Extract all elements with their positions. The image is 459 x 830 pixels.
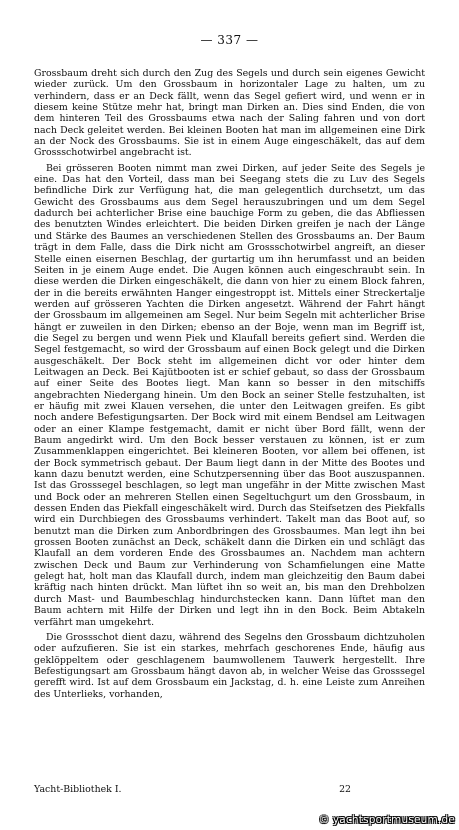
paragraph-1: Grossbaum dreht sich durch den Zug des Segels und durch sein eigenes Gewicht wieder zurück. Um den Grossbaum in horizontaler Lage zu halten, um zu verhindern, dass er an Deck fällt, wenn das Segel gefiert wird, und wenn er in diesem keine Stütze mehr hat, bringt man Dirken an. Dies sind Enden, die von dem hinteren Teil des Grossbaums etwa nach der Saling fahren und von dort nach Deck geleitet werden. Bei kleinen Booten hat man im allgemeinen eine Dirk an der Nock des Grossbaums. Sie ist in einem Auge eingeschäkelt, das auf dem Grossschotwirbel angebracht ist. (34, 68, 425, 159)
paragraph-2: Bei grösseren Booten nimmt man zwei Dirken, auf jeder Seite des Segels je eine. Das hat den Vorteil, dass man bei Seegang stets die zu Luv des Segels befindliche Dirk zur Verfügung hat, die man gelegentlich durchsetzt, um das Gewicht des Grossbaums aus dem Segel herauszubringen und um dem Segel dadurch bei achterlicher Brise eine bauchige Form zu geben, die das Abfliessen des benutzten Windes erleichtert. Die beiden Dirken greifen je nach der Länge und Stärke des Baumes an verschiedenen Stellen des Grossbaums an. Der Baum trägt in dem Falle, dass die Dirk nicht am Grossschotwirbel angreift, an dieser Stelle einen eisernen Beschlag, der gurtartig um ihn herumfasst und an beiden Seiten in je einem Auge endet. Die Augen können auch eingeschraubt sein. In diese werden die Dirken eingeschäkelt, die dann von hier zu einem Block fahren, der in die bereits erwähnten Hanger eingestroppt ist. Mittels einer Streckertalje werden auf grösseren Yachten die Dirken angesetzt. Während der Fahrt hängt der Grossbaum im allgemeinen am Segel. Nur beim Segeln mit achterlicher Brise hängt er zuweilen in den Dirken; ebenso an der Boje, wenn man im Begriff ist, die Segel zu bergen und wenn Piek und Klaufall bereits gefiert sind. Werden die Segel festgemacht, so wird der Grossbaum auf einen Bock gelegt und die Dirken ausgeschäkelt. Der Bock steht im allgemeinen dicht vor oder hinter dem Leitwagen an Deck. Bei Kajütbooten ist er schief gebaut, so dass der Grossbaum auf einer Seite des Bootes liegt. Man kann so besser in den mitschiffs angebrachten Niedergang hinein. Um den Bock an seiner Stelle festzuhalten, ist er häufig mit zwei Klauen versehen, die unter den Leitwagen greifen. Es gibt noch andere Befestigungsarten. Der Bock wird mit einem Bendsel am Leitwagen oder an einer Klampe festgemacht, damit er nicht über Bord fällt, wenn der Baum angedirkt wird. Um den Bock besser verstauen zu können, ist er zum Zusammenklappen eingerichtet. Bei kleineren Booten, vor allem bei offenen, ist der Bock symmetrisch gebaut. Der Baum liegt dann in der Mitte des Bootes und kann dazu benutzt werden, eine Schutzpersenning über das Boot auszuspannen. Ist das Grosssegel beschlagen, so legt man ungefähr in der Mitte zwischen Mast und Bock oder an mehreren Stellen einen Segeltuchgurt um den Grossbaum, in dessen Enden das Piekfall eingeschäkelt wird. Durch das Steifsetzen des Piekfalls wird ein Durchbiegen des Grossbaums verhindert. Takelt man das Boot auf, so benutzt man die Dirken zum Anbordbringen des Grossbaumes. Man legt ihn bei grossen Booten zunächst an Deck, schäkelt dann die Dirken ein und schlägt das Klaufall an dem vorderen Ende des Grossbaumes an. Nachdem man achtern zwischen Deck und Baum zur Verhinderung von Schamfielungen eine Matte gelegt hat, holt man das Klaufall durch, indem man gleichzeitig den Baum dabei kräftig nach hinten drückt. Man lüftet ihn so weit an, bis man den Drehbolzen durch Mast- und Baumbeschlag hindurchstecken kann. Dann lüftet man den Baum achtern mit Hilfe der Dirken und legt ihn in den Bock. Beim Abtakeln verfährt man umgekehrt. (34, 162, 425, 628)
page-number: — 337 — (200, 33, 259, 47)
signature-mark: 22 (339, 784, 351, 795)
body-text (34, 68, 425, 700)
paragraph-3: Die Grossschot dient dazu, während des Segelns den Grossbaum dichtzuholen oder aufzufieren. Sie ist ein starkes, mehrfach geschorenes Ende, häufig aus geklöppeltem oder geschlagenem baumwollenem Tauwerk hergestellt. Ihre Befestigungsart am Grossbaum hängt davon ab, in welcher Weise das Grosssegel gerefft wird. Ist auf dem Grossbaum ein Jackstag, d. h. eine Leiste zum Anreihen des Unterlieks, vorhanden, (34, 631, 425, 700)
series-title: Yacht-Bibliothek I. (34, 784, 122, 795)
copyright-watermark: © yachtsportmuseum.de (318, 814, 455, 826)
